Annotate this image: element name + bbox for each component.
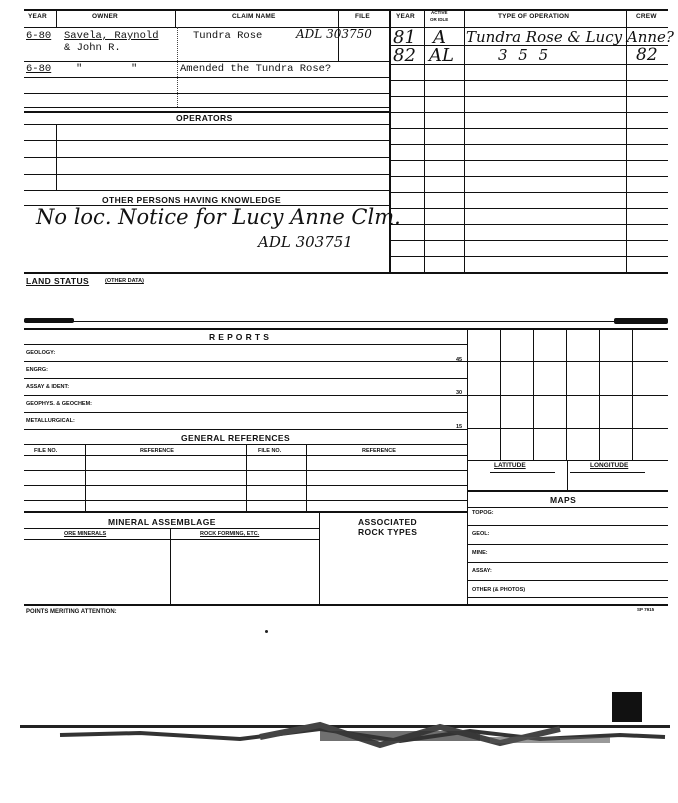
maps-other: OTHER (& PHOTOS) xyxy=(472,587,526,593)
row-line xyxy=(467,395,668,396)
row-line xyxy=(24,361,468,362)
row-line xyxy=(24,395,468,396)
row-line xyxy=(24,539,320,540)
header-owner: OWNER xyxy=(92,13,118,20)
header-claim-name: CLAIM NAME xyxy=(232,13,276,20)
header-or-idle: OR IDLE xyxy=(430,17,449,22)
claim-row-3-owner-2: " xyxy=(131,63,138,75)
reports-title: R E P O R T S xyxy=(209,332,270,342)
col-ore-minerals: ORE MINERALS xyxy=(64,531,107,537)
latitude-label: LATITUDE xyxy=(494,462,526,469)
row-line xyxy=(24,511,468,513)
row-line xyxy=(24,412,468,413)
row-line xyxy=(570,472,645,473)
scale-30: 30 xyxy=(456,390,463,396)
table-split-divider xyxy=(389,9,391,273)
header-year-2: YEAR xyxy=(396,13,415,20)
col-reference: REFERENCE xyxy=(140,448,174,454)
row-line xyxy=(24,429,468,430)
activity-row-2-active: AL xyxy=(429,45,454,66)
row-line xyxy=(467,580,668,581)
claim-row-3-year: 6-80 xyxy=(26,63,52,75)
header-crew: CREW xyxy=(636,13,657,20)
associated-1: ASSOCIATED xyxy=(358,517,418,527)
col-divider xyxy=(626,9,627,273)
reports-bottom-rule xyxy=(24,604,668,606)
col-divider xyxy=(175,9,176,27)
claim-row-2-owner: & John R. xyxy=(64,42,121,54)
report-engrg: ENGRG: xyxy=(26,367,48,373)
row-line xyxy=(389,64,668,65)
maps-mine: MINE: xyxy=(472,550,488,556)
row-line xyxy=(389,240,668,241)
operators-title: OPERATORS xyxy=(176,113,233,123)
row-line xyxy=(24,77,389,78)
row-line xyxy=(467,525,668,526)
col-divider xyxy=(306,444,307,511)
row-line xyxy=(490,472,555,473)
row-line xyxy=(24,140,389,141)
speck xyxy=(265,630,268,633)
row-line xyxy=(24,124,389,125)
activity-row-2-type: 3 5 5 xyxy=(498,46,552,64)
activity-row-1-year: 81 xyxy=(393,27,416,48)
col-divider xyxy=(177,27,178,107)
land-status-sub: (OTHER DATA) xyxy=(105,278,144,284)
row-line xyxy=(467,597,668,598)
col-divider xyxy=(500,328,501,460)
scale-45: 45 xyxy=(456,357,463,363)
knowledge-note-line-1: No loc. Notice for Lucy Anne Clm. xyxy=(36,205,401,229)
row-line xyxy=(24,107,389,108)
scan-noise xyxy=(20,715,670,760)
header-file: FILE xyxy=(355,13,370,20)
col-divider xyxy=(56,9,57,27)
row-line xyxy=(467,507,668,508)
row-line xyxy=(389,224,668,225)
claim-row-1-file: ADL 303750 xyxy=(296,27,372,41)
header-type-of-operation: TYPE OF OPERATION xyxy=(498,13,570,20)
header-year: YEAR xyxy=(28,13,47,20)
points-title: POINTS MERITING ATTENTION: xyxy=(26,609,117,615)
row-line xyxy=(24,321,668,322)
claim-row-3-owner: " xyxy=(76,63,83,75)
report-assay: ASSAY & IDENT: xyxy=(26,384,70,390)
col-divider xyxy=(566,328,567,460)
col-divider xyxy=(246,444,247,511)
maps-topog: TOPOG: xyxy=(472,510,494,516)
col-divider xyxy=(567,460,568,490)
top-border xyxy=(24,9,668,11)
knowledge-note-line-2: ADL 303751 xyxy=(258,233,353,251)
row-line xyxy=(24,190,389,191)
row-line xyxy=(389,128,668,129)
row-line xyxy=(389,144,668,145)
activity-row-1-type: Tundra Rose & Lucy Anne? xyxy=(466,28,674,46)
col-divider xyxy=(319,511,320,604)
land-status-title: LAND STATUS xyxy=(26,276,90,286)
col-rock-forming: ROCK FORMING, ETC. xyxy=(200,531,260,537)
general-references-title: GENERAL REFERENCES xyxy=(181,433,291,443)
report-metallurgical: METALLURGICAL: xyxy=(26,418,75,424)
col-divider xyxy=(464,9,465,273)
row-line xyxy=(467,562,668,563)
claim-row-1-claim: Tundra Rose xyxy=(193,30,263,42)
header-active: ACTIVE xyxy=(431,10,448,15)
form-number: SP 7915 xyxy=(637,607,655,612)
row-line xyxy=(389,80,668,81)
row-line xyxy=(389,192,668,193)
top-table-bottom xyxy=(24,272,668,274)
row-line xyxy=(24,157,389,158)
row-line xyxy=(24,344,468,345)
col-divider xyxy=(424,9,425,273)
claim-row-3-claim: Amended the Tundra Rose? xyxy=(180,63,332,75)
col-divider xyxy=(632,328,633,460)
scale-15: 15 xyxy=(456,424,463,430)
row-line xyxy=(24,93,389,94)
associated-2: ROCK TYPES xyxy=(358,527,418,537)
report-geology: GEOLOGY: xyxy=(26,350,56,356)
col-file-no: FILE NO. xyxy=(34,448,58,454)
row-line xyxy=(467,428,668,429)
activity-row-1-active: A xyxy=(433,27,446,48)
claim-row-1-owner: Savela, Raynold xyxy=(64,30,159,42)
row-line xyxy=(24,528,320,529)
row-line xyxy=(467,544,668,545)
row-line xyxy=(467,361,668,362)
activity-row-2-crew: 82 xyxy=(636,45,658,65)
row-line xyxy=(389,112,668,113)
row-line xyxy=(389,256,668,257)
col-divider xyxy=(599,328,600,460)
col-divider xyxy=(170,528,171,604)
row-line xyxy=(467,490,668,492)
maps-assay: ASSAY: xyxy=(472,568,492,574)
row-line xyxy=(24,378,468,379)
row-line xyxy=(24,61,389,62)
row-line xyxy=(24,174,389,175)
reports-top-rule xyxy=(24,328,668,330)
col-reference-2: REFERENCE xyxy=(362,448,396,454)
col-file-no-2: FILE NO. xyxy=(258,448,282,454)
row-line xyxy=(389,96,668,97)
claim-row-1-year: 6-80 xyxy=(26,30,52,42)
row-line xyxy=(389,208,668,209)
maps-geol: GEOL: xyxy=(472,531,490,537)
row-line xyxy=(389,176,668,177)
row-line xyxy=(389,160,668,161)
knowledge-title: OTHER PERSONS HAVING KNOWLEDGE xyxy=(102,195,282,205)
report-geophys: GEOPHYS. & GEOCHEM: xyxy=(26,401,93,407)
col-divider xyxy=(85,444,86,511)
activity-row-2-year: 82 xyxy=(393,45,416,66)
col-divider xyxy=(56,124,57,190)
longitude-label: LONGITUDE xyxy=(590,462,629,469)
mineral-title: MINERAL ASSEMBLAGE xyxy=(108,517,216,527)
col-divider xyxy=(533,328,534,460)
maps-title: MAPS xyxy=(550,495,577,505)
